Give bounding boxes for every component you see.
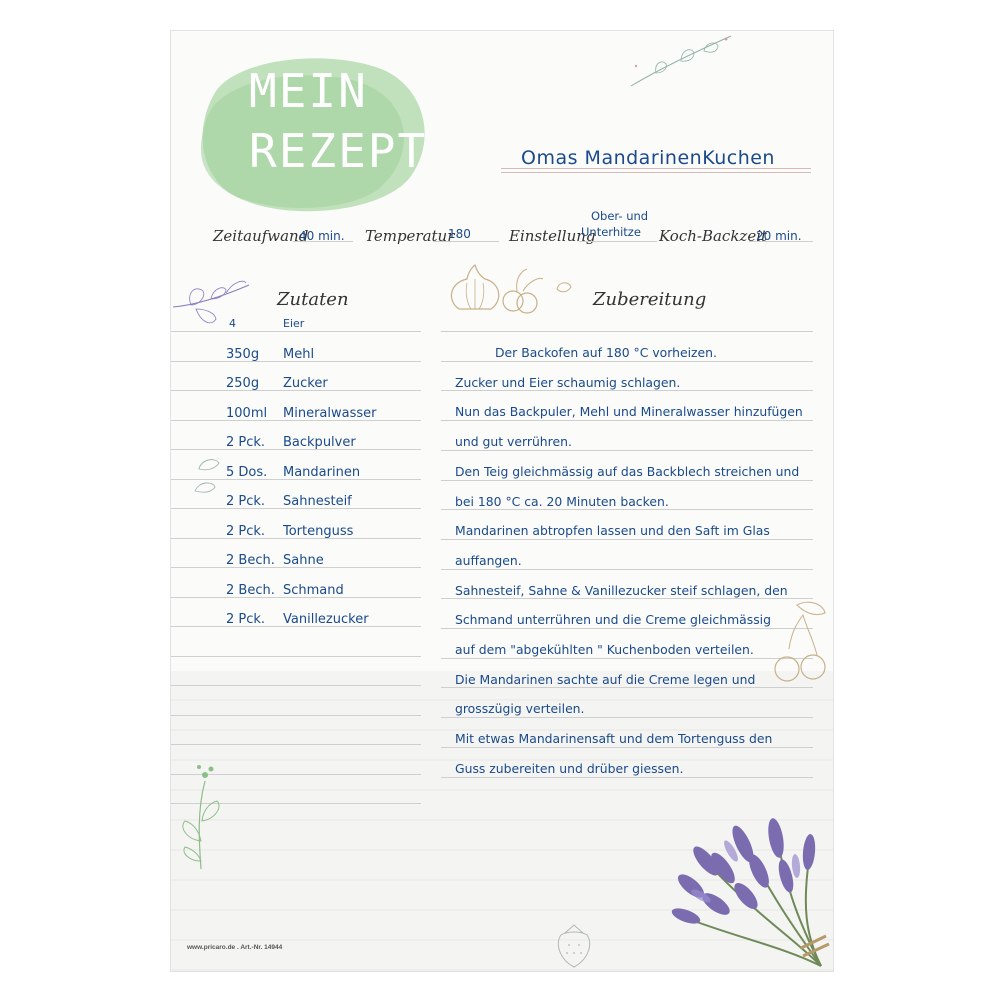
recipe-card <box>170 30 834 972</box>
preparation-rule-line <box>441 687 813 688</box>
preparation-rule-line <box>441 658 813 659</box>
preparation-line: bei 180 °C ca. 20 Minuten backen. <box>455 493 669 509</box>
preparation-rule-line <box>441 717 813 718</box>
ingredient-amount: 350g <box>226 346 260 362</box>
bake-time-line <box>749 241 813 242</box>
footer-text: www.pricaro.de . Art.-Nr. 14944 <box>187 944 283 951</box>
title-line-1: MEIN <box>249 64 368 118</box>
preparation-rule-line <box>441 331 813 332</box>
bake-time-label: Koch-Backzeit <box>659 227 768 245</box>
preparation-line: auf dem "abgekühlten " Kuchenboden verteilen. <box>455 642 754 657</box>
preparation-rule-line <box>441 361 813 362</box>
preparation-line: Der Backofen auf 180 °C vorheizen. <box>495 345 717 360</box>
preparation-line: grosszügig verteilen. <box>455 701 585 717</box>
preparation-line: Mandarinen abtropfen lassen und den Saft im Glas <box>455 523 770 539</box>
ingredient-name: Mineralwasser <box>283 405 377 421</box>
ingredient-name: Sahnesteif <box>283 494 352 509</box>
ingredient-rule-line <box>171 361 421 362</box>
ingredient-rule-line <box>171 331 421 332</box>
ingredient-rule-line <box>171 538 421 539</box>
ingredient-rule-line <box>171 626 421 627</box>
preparation-line: Nun das Backpuler, Mehl und Mineralwasser hinzufügen <box>455 404 803 420</box>
setting-value-1: Ober- und <box>591 209 649 223</box>
ingredient-rule-line <box>171 744 421 745</box>
setting-value-2: Unterhitze <box>581 225 641 239</box>
ingredient-amount: 5 Dos. <box>226 464 268 480</box>
ingredient-rule-line <box>171 420 421 421</box>
name-underline <box>501 168 811 169</box>
ingredient-name: Mandarinen <box>283 464 361 480</box>
ingredient-amount: 250g <box>226 376 260 391</box>
ingredient-amount: 100ml <box>226 405 268 421</box>
preparation-rule-line <box>441 777 813 778</box>
preparation-rule-line <box>441 480 813 481</box>
preparation-line: Den Teig gleichmässig auf das Backblech streichen und <box>455 463 800 479</box>
preparation-rule-line <box>441 390 813 391</box>
preparation-title: Zubereitung <box>593 289 707 310</box>
ingredient-rule-line <box>171 656 421 657</box>
preparation-line: auffangen. <box>455 552 522 568</box>
preparation-line: Schmand unterrühren und die Creme gleichmässig <box>455 612 771 628</box>
ingredient-amount: 2 Pck. <box>226 523 266 539</box>
ingredient-amount: 2 Bech. <box>226 582 275 598</box>
ingredient-name: Eier <box>283 317 305 330</box>
preparation-line: Guss zubereiten und drüber giessen. <box>455 760 684 776</box>
preparation-line: Sahnesteif, Sahne & Vanillezucker steif schlagen, den <box>455 582 788 598</box>
preparation-line: Die Mandarinen sachte auf die Creme legen und <box>455 671 756 687</box>
ingredient-name: Sahne <box>283 553 324 568</box>
ingredient-rule-line <box>171 715 421 716</box>
bake-time-value: 20 min. <box>756 229 802 243</box>
preparation-rule-line <box>441 747 813 748</box>
setting-label: Einstellung <box>509 227 596 245</box>
preparation-rule-line <box>441 628 813 629</box>
ingredient-name: Tortenguss <box>283 523 354 539</box>
time-label: Zeitaufwand <box>213 227 309 245</box>
garlic-beet-icon <box>447 261 577 319</box>
lavender-sprig-icon <box>171 267 251 337</box>
ingredient-rule-line <box>171 390 421 391</box>
ingredient-rule-line <box>171 685 421 686</box>
ingredient-name: Vanillezucker <box>283 612 369 627</box>
herb-sprig-icon <box>626 31 736 91</box>
ingredient-amount: 4 <box>229 317 236 330</box>
temperature-line <box>433 241 499 242</box>
preparation-line: und gut verrühren. <box>455 434 572 450</box>
ingredients-title: Zutaten <box>277 289 349 310</box>
preparation-rule-line <box>441 569 813 570</box>
title-line-2: REZEPT <box>249 124 428 178</box>
lavender-bouquet-image <box>661 816 833 971</box>
preparation-rule-line <box>441 598 813 599</box>
ingredient-rule-line <box>171 567 421 568</box>
setting-line <box>579 241 657 242</box>
name-underline-2 <box>501 172 811 173</box>
temperature-value: 180 <box>448 227 471 241</box>
temperature-label: Temperatur <box>365 227 455 245</box>
preparation-rule-line <box>441 450 813 451</box>
ingredient-rule-line <box>171 449 421 450</box>
preparation-rule-line <box>441 420 813 421</box>
preparation-rule-line <box>441 539 813 540</box>
green-herb-icon <box>171 761 231 871</box>
preparation-line: Zucker und Eier schaumig schlagen. <box>455 374 681 390</box>
ingredient-amount: 2 Pck. <box>226 612 266 627</box>
ingredient-name: Backpulver <box>283 435 356 450</box>
recipe-name: Omas MandarinenKuchen <box>521 147 775 169</box>
ingredient-rule-line <box>171 508 421 509</box>
ingredient-amount: 2 Pck. <box>226 435 266 450</box>
strawberry-icon <box>551 921 597 969</box>
ingredient-rule-line <box>171 597 421 598</box>
time-value: 40 min. <box>299 229 345 243</box>
ingredient-amount: 2 Bech. <box>226 553 275 568</box>
leaf-icon <box>191 451 231 501</box>
cherries-icon <box>767 599 831 691</box>
preparation-rule-line <box>441 509 813 510</box>
preparation-line: Mit etwas Mandarinensaft und dem Tortenguss den <box>455 731 773 747</box>
ingredient-name: Zucker <box>283 376 328 391</box>
page-title <box>249 61 427 181</box>
ingredient-name: Schmand <box>283 582 344 598</box>
ingredient-name: Mehl <box>283 346 315 362</box>
time-line <box>293 241 353 242</box>
ingredient-amount: 2 Pck. <box>226 494 266 509</box>
